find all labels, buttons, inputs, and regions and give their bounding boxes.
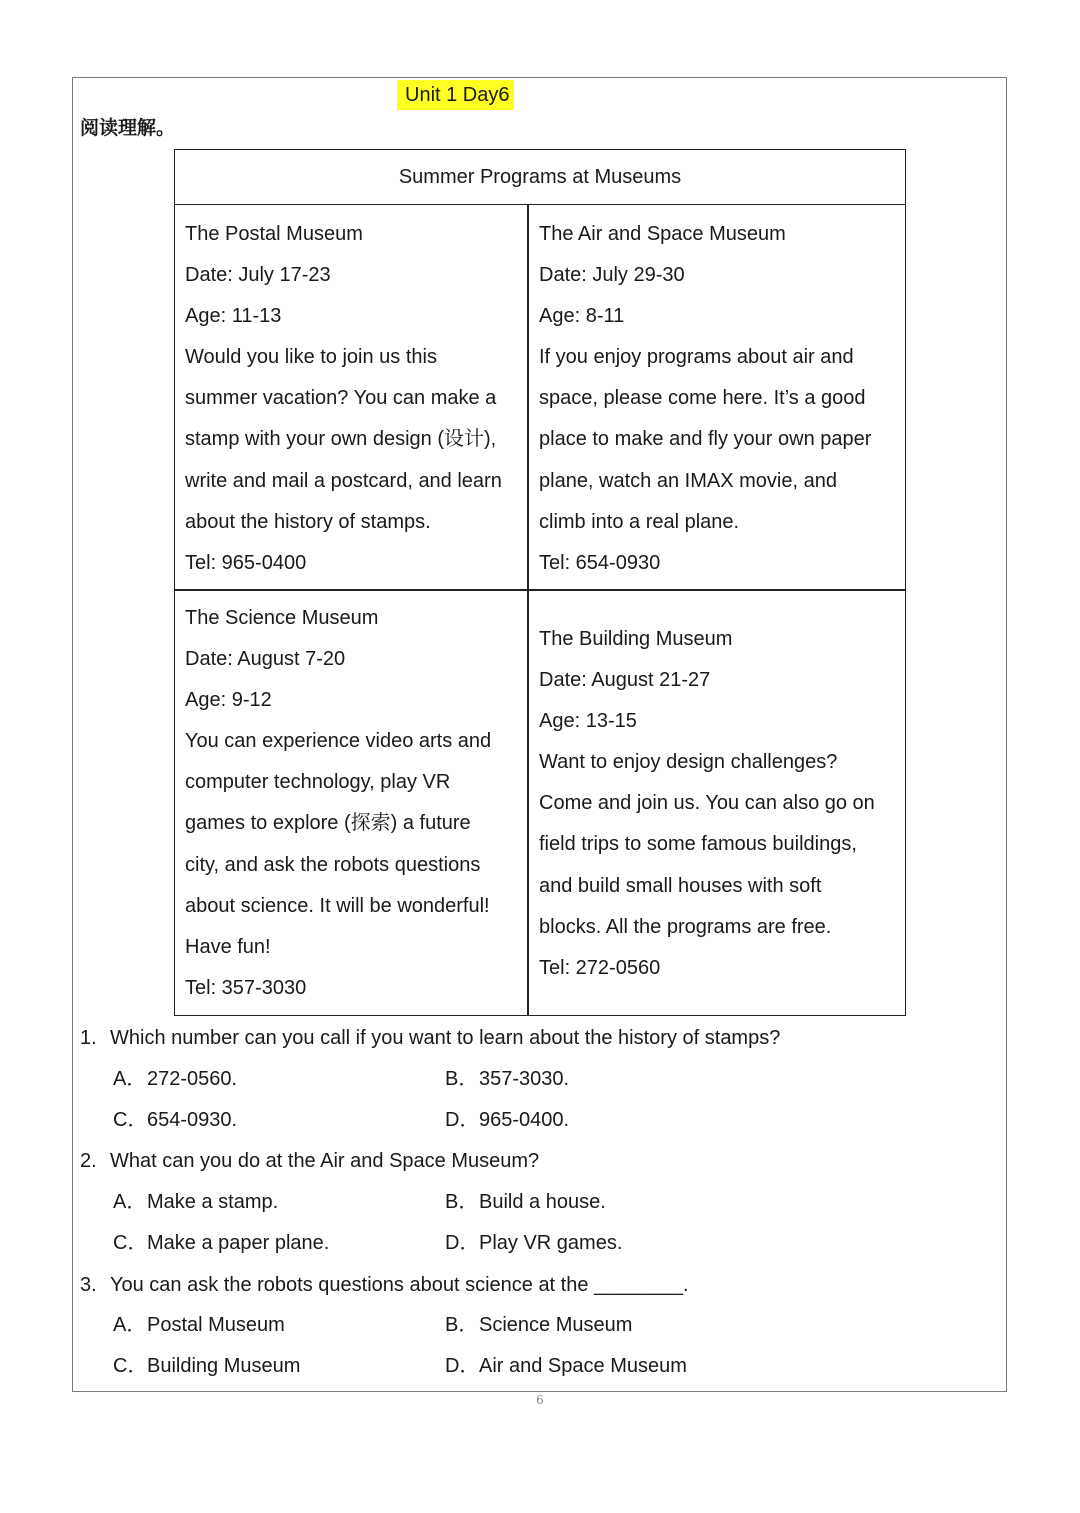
- option-letter: A．: [113, 1314, 147, 1336]
- option-letter: A．: [113, 1068, 147, 1090]
- question-1-option-a[interactable]: [113, 1065, 237, 1093]
- option-letter: D．: [445, 1232, 480, 1254]
- museum-date: Date: August 21-27: [539, 669, 711, 692]
- museum-description-line: You can experience video arts and: [185, 730, 492, 753]
- museum-age: Age: 11-13: [185, 305, 282, 328]
- option-letter: B．: [445, 1314, 479, 1336]
- museum-phone: Tel: 654-0930: [539, 551, 661, 574]
- museum-description-line: Would you like to join us this: [185, 346, 437, 369]
- museum-description-line: city, and ask the robots questions: [185, 853, 481, 876]
- option-text: Postal Museum: [147, 1314, 285, 1336]
- option-letter: B．: [445, 1068, 479, 1090]
- option-letter: D．: [445, 1109, 480, 1131]
- option-text: 654-0930.: [147, 1109, 238, 1131]
- museum-description-line: summer vacation? You can make a: [185, 387, 497, 410]
- air-space-museum-cell: [539, 214, 871, 584]
- museum-description-line: computer technology, play VR: [185, 771, 451, 794]
- option-letter: B．: [445, 1191, 479, 1213]
- museum-description-line: Come and join us. You can also go on: [539, 792, 875, 815]
- museum-name: The Air and Space Museum: [539, 223, 786, 245]
- question-text: You can ask the robots questions about science at the ________.: [110, 1274, 689, 1296]
- question-1-option-d[interactable]: [445, 1106, 569, 1134]
- question-3: [80, 1271, 689, 1299]
- question-2-option-d[interactable]: [445, 1229, 622, 1257]
- section-label: 阅读理解。: [80, 118, 176, 139]
- museum-phone: Tel: 357-3030: [185, 976, 307, 999]
- museum-age: Age: 8-11: [539, 305, 625, 328]
- museum-name: The Postal Museum: [185, 223, 363, 245]
- museum-name: The Building Museum: [539, 628, 733, 650]
- museum-description-line: If you enjoy programs about air and: [539, 346, 854, 369]
- museum-description-line: climb into a real plane.: [539, 510, 740, 533]
- museum-age: Age: 9-12: [185, 689, 272, 712]
- option-letter: A．: [113, 1191, 147, 1213]
- question-1-option-c[interactable]: [113, 1106, 237, 1134]
- museum-description-line: field trips to some famous buildings,: [539, 833, 857, 856]
- museum-date: Date: July 17-23: [185, 264, 331, 287]
- unit-title: Unit 1 Day6: [397, 80, 514, 110]
- question-2-option-a[interactable]: [113, 1188, 278, 1216]
- page-number: 6: [536, 1393, 544, 1407]
- museum-description-line: and build small houses with soft: [539, 874, 822, 897]
- option-text: Make a stamp.: [147, 1191, 279, 1213]
- question-number: 2.: [80, 1150, 97, 1172]
- option-letter: D．: [445, 1355, 480, 1377]
- postal-museum-cell: [185, 214, 502, 584]
- museum-description-line: place to make and fly your own paper: [539, 428, 872, 451]
- question-3-option-a[interactable]: [113, 1311, 285, 1339]
- museum-phone: Tel: 272-0560: [539, 956, 661, 979]
- option-letter: C．: [113, 1355, 148, 1377]
- science-museum-cell: [185, 598, 491, 1009]
- question-2: [80, 1147, 539, 1175]
- museum-date: Date: July 29-30: [539, 264, 685, 287]
- museum-description-line: games to explore (探索) a future: [185, 812, 471, 835]
- option-text: Air and Space Museum: [479, 1355, 687, 1377]
- museum-description-line: space, please come here. It’s a good: [539, 387, 866, 410]
- museum-date: Date: August 7-20: [185, 648, 346, 671]
- museum-description-line: plane, watch an IMAX movie, and: [539, 469, 837, 492]
- museum-description-line: blocks. All the programs are free.: [539, 915, 832, 938]
- option-text: Make a paper plane.: [147, 1232, 330, 1254]
- question-3-option-c[interactable]: [113, 1352, 300, 1380]
- question-text: Which number can you call if you want to learn about the history of stamps?: [110, 1027, 781, 1049]
- table-title: Summer Programs at Museums: [175, 150, 905, 205]
- museum-programs-table: [174, 149, 906, 1016]
- question-2-option-c[interactable]: [113, 1229, 329, 1257]
- question-text: What can you do at the Air and Space Museum?: [110, 1150, 540, 1172]
- question-number: 1.: [80, 1027, 97, 1049]
- question-3-option-d[interactable]: [445, 1352, 687, 1380]
- museum-description-line: Want to enjoy design challenges?: [539, 751, 838, 774]
- museum-name: The Science Museum: [185, 607, 379, 629]
- building-museum-cell: [539, 619, 875, 989]
- question-number: 3.: [80, 1274, 97, 1296]
- option-text: 357-3030.: [479, 1068, 570, 1090]
- option-text: Science Museum: [479, 1314, 633, 1336]
- museum-description-line: Have fun!: [185, 935, 271, 958]
- question-1-option-b[interactable]: [445, 1065, 569, 1093]
- museum-description-line: stamp with your own design (设计),: [185, 428, 497, 451]
- option-text: 272-0560.: [147, 1068, 238, 1090]
- option-letter: C．: [113, 1109, 148, 1131]
- option-text: 965-0400.: [479, 1109, 570, 1131]
- option-letter: C．: [113, 1232, 148, 1254]
- museum-description-line: about science. It will be wonderful!: [185, 894, 490, 917]
- museum-description-line: about the history of stamps.: [185, 510, 431, 533]
- question-2-option-b[interactable]: [445, 1188, 606, 1216]
- table-divider-vertical: [527, 205, 529, 1015]
- table-divider-horizontal: [175, 589, 905, 591]
- option-text: Play VR games.: [479, 1232, 623, 1254]
- question-3-option-b[interactable]: [445, 1311, 632, 1339]
- museum-phone: Tel: 965-0400: [185, 551, 307, 574]
- option-text: Building Museum: [147, 1355, 301, 1377]
- museum-age: Age: 13-15: [539, 710, 637, 733]
- option-text: Build a house.: [479, 1191, 606, 1213]
- question-1: [80, 1024, 780, 1052]
- museum-description-line: write and mail a postcard, and learn: [185, 469, 502, 492]
